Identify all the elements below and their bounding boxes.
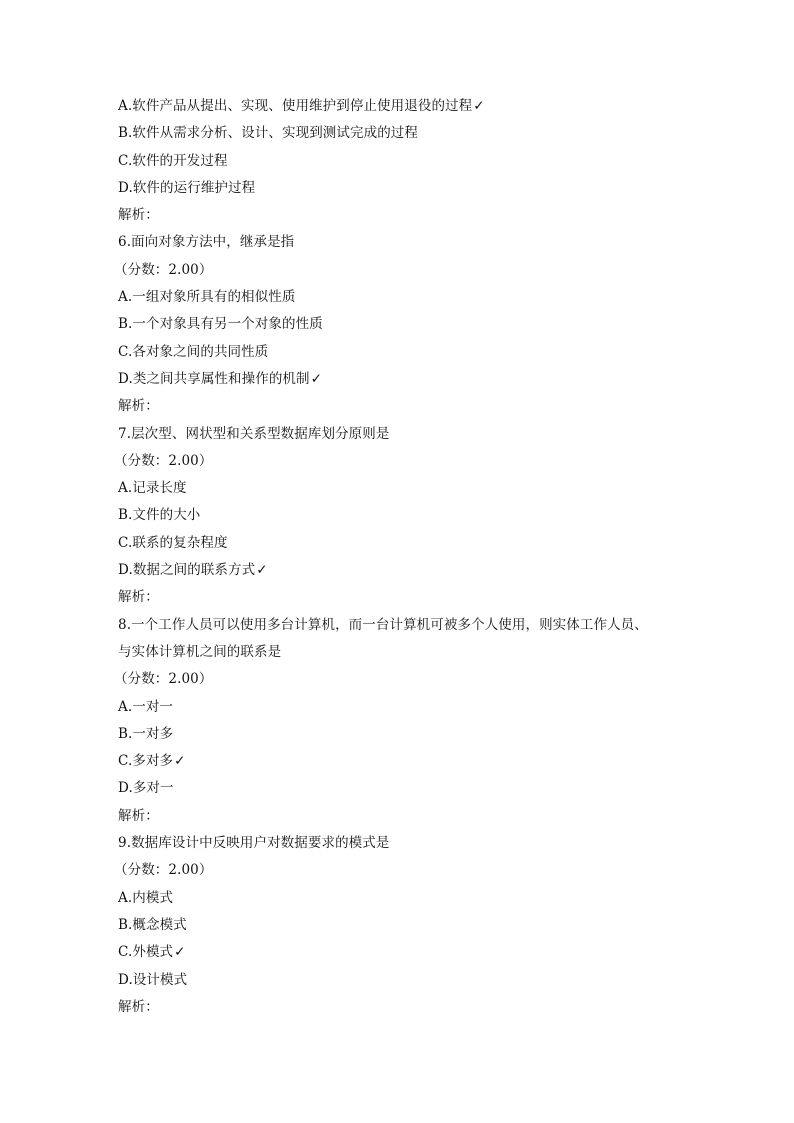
correct-check-icon: ✓ xyxy=(310,370,323,387)
q7-score: （分数：2.00） xyxy=(114,452,213,469)
q7-question: 7.层次型、网状型和关系型数据库划分原则是 xyxy=(118,425,390,442)
q5-option-c: C.软件的开发过程 xyxy=(118,152,228,169)
q6-option-c: C.各对象之间的共同性质 xyxy=(118,343,269,360)
q8-question-line2: 与实体计算机之间的联系是 xyxy=(118,643,282,660)
q8-question-line1: 8.一个工作人员可以使用多台计算机，而一台计算机可被多个人使用，则实体工作人员、 xyxy=(118,616,648,633)
q8-option-d: D.多对一 xyxy=(118,780,174,797)
q7-option-c: C.联系的复杂程度 xyxy=(118,534,228,551)
correct-check-icon: ✓ xyxy=(473,98,485,114)
q6-option-d: D.类之间共享属性和操作的机制✓ xyxy=(118,370,323,387)
q8-option-a: A.一对一 xyxy=(118,698,174,715)
q9-option-b: B.概念模式 xyxy=(118,916,187,933)
correct-check-icon: ✓ xyxy=(256,562,268,579)
q9-option-c: C.外模式✓ xyxy=(118,944,186,961)
q9-score: （分数：2.00） xyxy=(114,862,213,879)
q8-option-b: B.一对多 xyxy=(118,725,174,742)
q6-question: 6.面向对象方法中，继承是指 xyxy=(118,234,295,251)
q9-option-a: A.内模式 xyxy=(118,889,174,906)
correct-check-icon: ✓ xyxy=(174,753,186,770)
q6-analysis-label: 解析： xyxy=(118,398,159,415)
q5-analysis-label: 解析： xyxy=(118,207,159,224)
q5-option-b: B.软件从需求分析、设计、实现到测试完成的过程 xyxy=(118,125,419,142)
q7-option-a: A.记录长度 xyxy=(118,480,187,497)
document-page xyxy=(114,93,678,1021)
q7-option-b: B.文件的大小 xyxy=(118,507,201,524)
q5-option-a: A.软件产品从提出、实现、使用维护到停止使用退役的过程✓ xyxy=(118,98,485,114)
q7-analysis-label: 解析： xyxy=(118,589,159,606)
q7-option-d: D.数据之间的联系方式✓ xyxy=(118,562,268,579)
q9-option-d: D.设计模式 xyxy=(118,971,188,988)
q9-question: 9.数据库设计中反映用户对数据要求的模式是 xyxy=(118,835,390,852)
q6-score: （分数：2.00） xyxy=(114,261,213,278)
q6-option-a: A.一组对象所具有的相似性质 xyxy=(118,289,296,306)
q8-score: （分数：2.00） xyxy=(114,671,213,688)
q5-option-d: D.软件的运行维护过程 xyxy=(118,179,256,196)
q6-option-b: B.一个对象具有另一个对象的性质 xyxy=(118,316,323,333)
q9-analysis-label: 解析： xyxy=(118,998,159,1015)
correct-check-icon: ✓ xyxy=(174,944,186,961)
q8-analysis-label: 解析： xyxy=(118,807,159,824)
q8-option-c: C.多对多✓ xyxy=(118,753,186,770)
